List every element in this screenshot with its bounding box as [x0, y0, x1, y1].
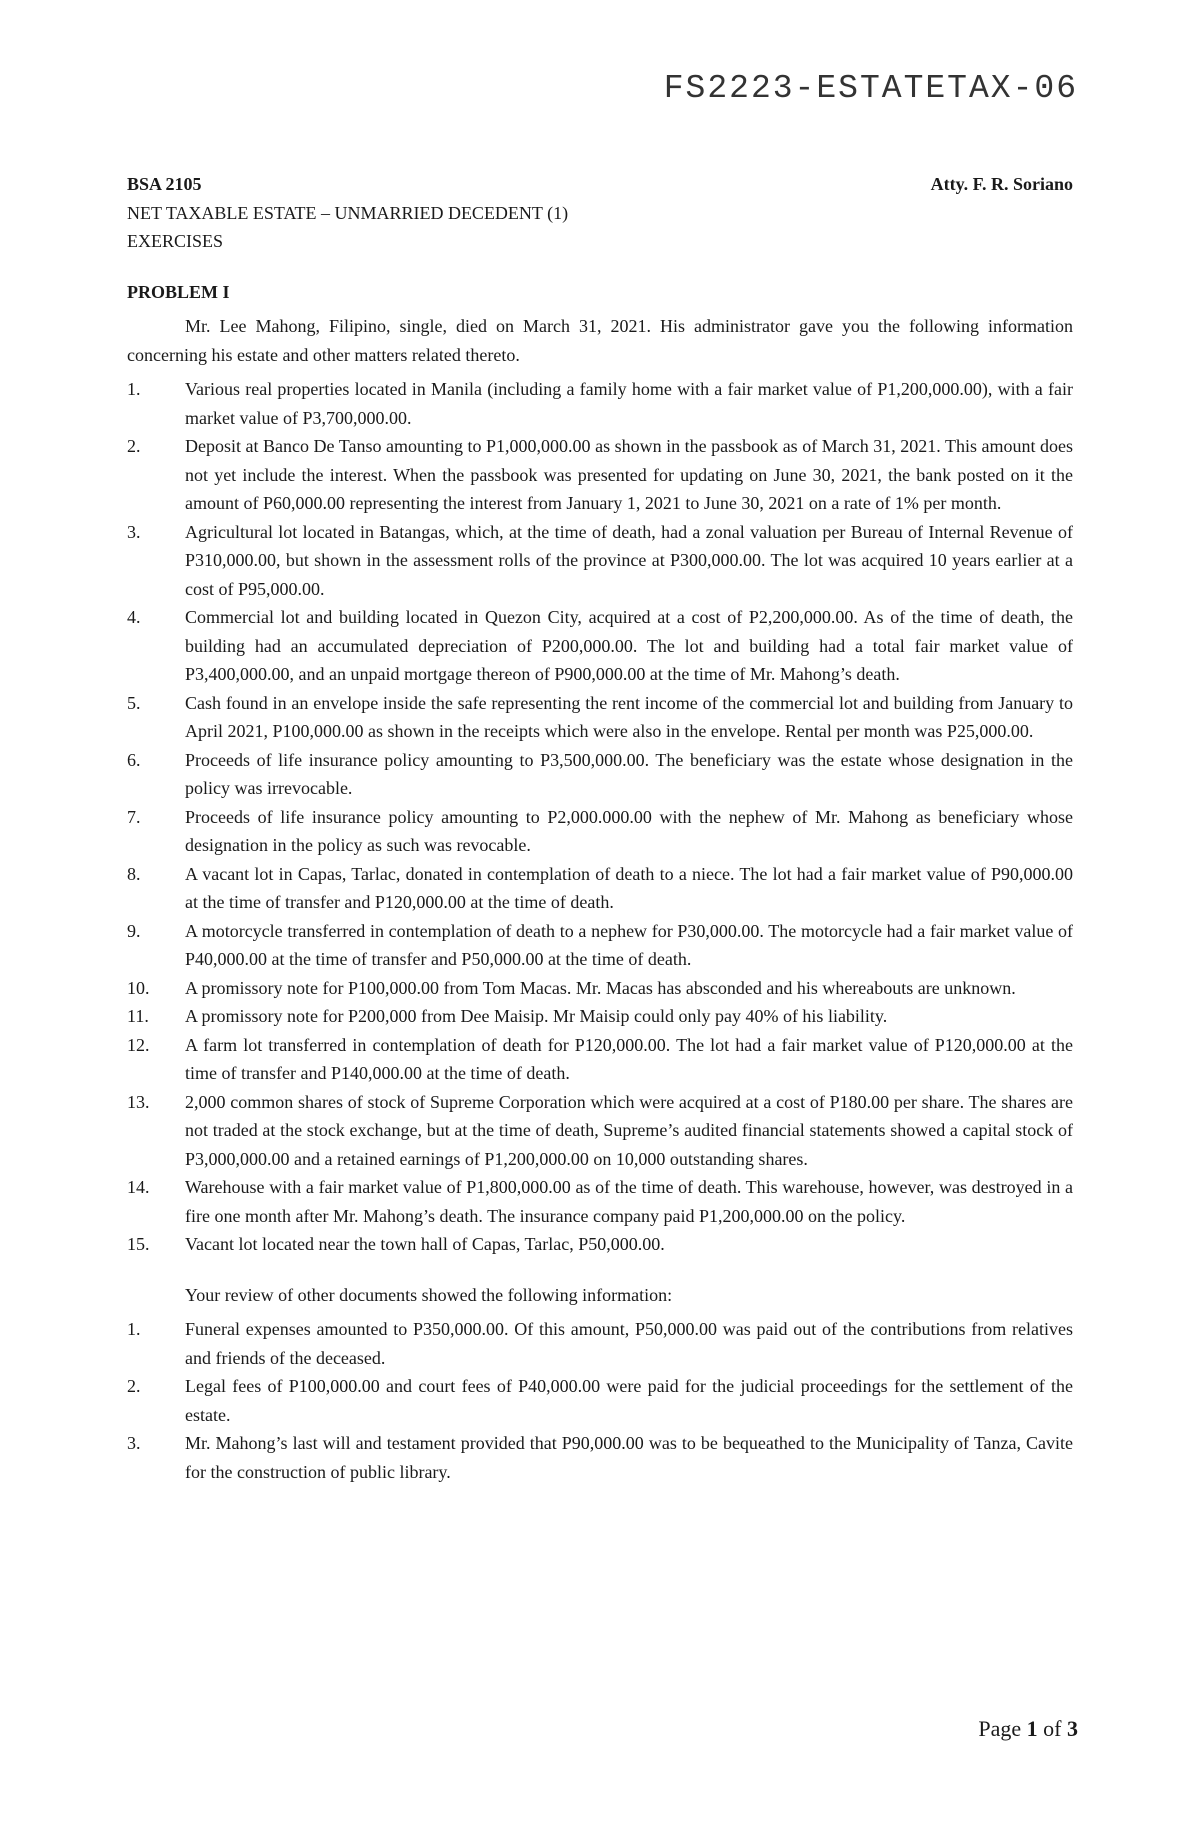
list-item	[127, 746, 1073, 803]
page-total: 3	[1067, 1716, 1078, 1741]
review-items-list	[127, 1315, 1073, 1486]
item-number: 14.	[127, 1177, 150, 1197]
exercise-type: EXERCISES	[127, 231, 224, 251]
item-text: A farm lot transferred in contemplation of death for P120,000.00. The lot had a fair market value of P120,000.00 at the time of transfer and P140,000.00 at the time of death.	[185, 1034, 1073, 1083]
list-item	[127, 1031, 1073, 1088]
list-item	[127, 1173, 1073, 1230]
list-item	[127, 689, 1073, 746]
course-code: BSA 2105	[127, 174, 202, 194]
item-number: 1.	[127, 1319, 141, 1339]
topic-title: NET TAXABLE ESTATE – UNMARRIED DECEDENT (1)	[127, 202, 569, 223]
item-number: 10.	[127, 977, 150, 998]
item-text: Commercial lot and building located in Quezon City, acquired at a cost of P2,200,000.00. As of the time of death, the building had an accumulated depreciation of P200,000.00. The lot and building had a total fair market value of P3,400,000.00, and an unpaid mortgage thereon of P900,000.00 at the time of Mr. Mahong’s death.	[185, 607, 1073, 684]
header-row	[127, 170, 1073, 199]
estate-items-list	[127, 375, 1073, 1259]
list-item	[127, 1429, 1073, 1486]
item-text: Agricultural lot located in Batangas, which, at the time of death, had a zonal valuation per Bureau of Internal Revenue of P310,000.00, but shown in the assessment rolls of the province at P300,000.00. The lot was acquired 10 years earlier at a cost of P95,000.00.	[185, 521, 1073, 599]
item-number: 9.	[127, 920, 141, 941]
item-text: 2,000 common shares of stock of Supreme Corporation which were acquired at a cost of P180.00 per share. The shares are not traded at the stock exchange, but at the time of death, Supreme’s audited financial statements showed a capital stock of P3,000,000.00 and a retained earnings of P1,200,000.00 on 10,000 outstanding shares.	[185, 1091, 1073, 1169]
item-text: Cash found in an envelope inside the safe representing the rent income of the commercial lot and building from January to April 2021, P100,000.00 as shown in the receipts which were also in the envelope. Rental per month was P25,000.00.	[185, 692, 1073, 741]
item-number: 3.	[127, 1433, 141, 1453]
item-text: Legal fees of P100,000.00 and court fees of P40,000.00 were paid for the judicial proceedings for the settlement of the estate.	[185, 1376, 1073, 1425]
document-code: FS2223-ESTATETAX-06	[663, 70, 1078, 107]
list-item	[127, 432, 1073, 518]
item-number: 4.	[127, 607, 141, 627]
list-item	[127, 917, 1073, 974]
list-item	[127, 518, 1073, 604]
item-text: Deposit at Banco De Tanso amounting to P1,000,000.00 as shown in the passbook as of March 31, 2021. This amount does not yet include the interest. When the passbook was presented for updating on June 30, 2021, the bank posted on it the amount of P60,000.00 representing the interest from January 1, 2021 to June 30, 2021 on a rate of 1% per month.	[185, 436, 1073, 513]
list-item	[127, 1002, 1073, 1031]
list-item	[127, 603, 1073, 689]
document-content	[127, 170, 1073, 1486]
item-number: 2.	[127, 1376, 141, 1396]
item-number: 15.	[127, 1234, 150, 1254]
item-number: 1.	[127, 379, 141, 399]
page-footer	[978, 1716, 1078, 1742]
item-number: 3.	[127, 521, 141, 542]
page-label: Page	[978, 1716, 1022, 1741]
item-number: 7.	[127, 806, 141, 827]
page-of: of	[1043, 1716, 1062, 1741]
item-text: Various real properties located in Manila (including a family home with a fair market value of P1,200,000.00), with a fair market value of P3,700,000.00.	[185, 379, 1073, 428]
item-number: 6.	[127, 749, 141, 770]
list-item	[127, 974, 1073, 1003]
review-intro: Your review of other documents showed the following information:	[185, 1284, 673, 1305]
intro-paragraph: Mr. Lee Mahong, Filipino, single, died on March 31, 2021. His administrator gave you the following information concerning his estate and other matters related thereto.	[127, 316, 1073, 365]
item-text: A promissory note for P200,000 from Dee Maisip. Mr Maisip could only pay 40% of his liability.	[185, 1006, 888, 1026]
list-item	[127, 860, 1073, 917]
list-item	[127, 1372, 1073, 1429]
item-number: 13.	[127, 1091, 150, 1112]
item-text: Funeral expenses amounted to P350,000.00. Of this amount, P50,000.00 was paid out of the contributions from relatives and friends of the deceased.	[185, 1319, 1073, 1368]
problem-title: PROBLEM I	[127, 281, 230, 302]
item-number: 12.	[127, 1034, 150, 1055]
list-item	[127, 375, 1073, 432]
item-number: 11.	[127, 1006, 149, 1026]
page-current: 1	[1026, 1716, 1038, 1741]
list-item	[127, 1315, 1073, 1372]
item-text: Mr. Mahong’s last will and testament provided that P90,000.00 was to be bequeathed to the Municipality of Tanza, Cavite for the construction of public library.	[185, 1433, 1073, 1482]
item-text: Proceeds of life insurance policy amounting to P2,000.000.00 with the nephew of Mr. Mahong as beneficiary whose designation in the policy as such was revocable.	[185, 806, 1073, 855]
list-item	[127, 1230, 1073, 1259]
item-number: 5.	[127, 692, 141, 713]
instructor-name: Atty. F. R. Soriano	[930, 174, 1073, 194]
item-text: A motorcycle transferred in contemplation of death to a nephew for P30,000.00. The motorcycle had a fair market value of P40,000.00 at the time of transfer and P50,000.00 at the time of death.	[185, 920, 1073, 969]
item-number: 8.	[127, 863, 141, 884]
item-text: Vacant lot located near the town hall of Capas, Tarlac, P50,000.00.	[185, 1234, 665, 1254]
item-text: A vacant lot in Capas, Tarlac, donated in contemplation of death to a niece. The lot had a fair market value of P90,000.00 at the time of transfer and P120,000.00 at the time of death.	[185, 863, 1073, 912]
item-text: Proceeds of life insurance policy amounting to P3,500,000.00. The beneficiary was the estate whose designation in the policy was irrevocable.	[185, 749, 1073, 798]
item-number: 2.	[127, 436, 141, 456]
item-text: Warehouse with a fair market value of P1,800,000.00 as of the time of death. This warehouse, however, was destroyed in a fire one month after Mr. Mahong’s death. The insurance company paid P1,200,000.00 on the policy.	[185, 1177, 1073, 1226]
list-item	[127, 803, 1073, 860]
list-item	[127, 1088, 1073, 1174]
item-text: A promissory note for P100,000.00 from Tom Macas. Mr. Macas has absconded and his whereabouts are unknown.	[185, 977, 1016, 998]
